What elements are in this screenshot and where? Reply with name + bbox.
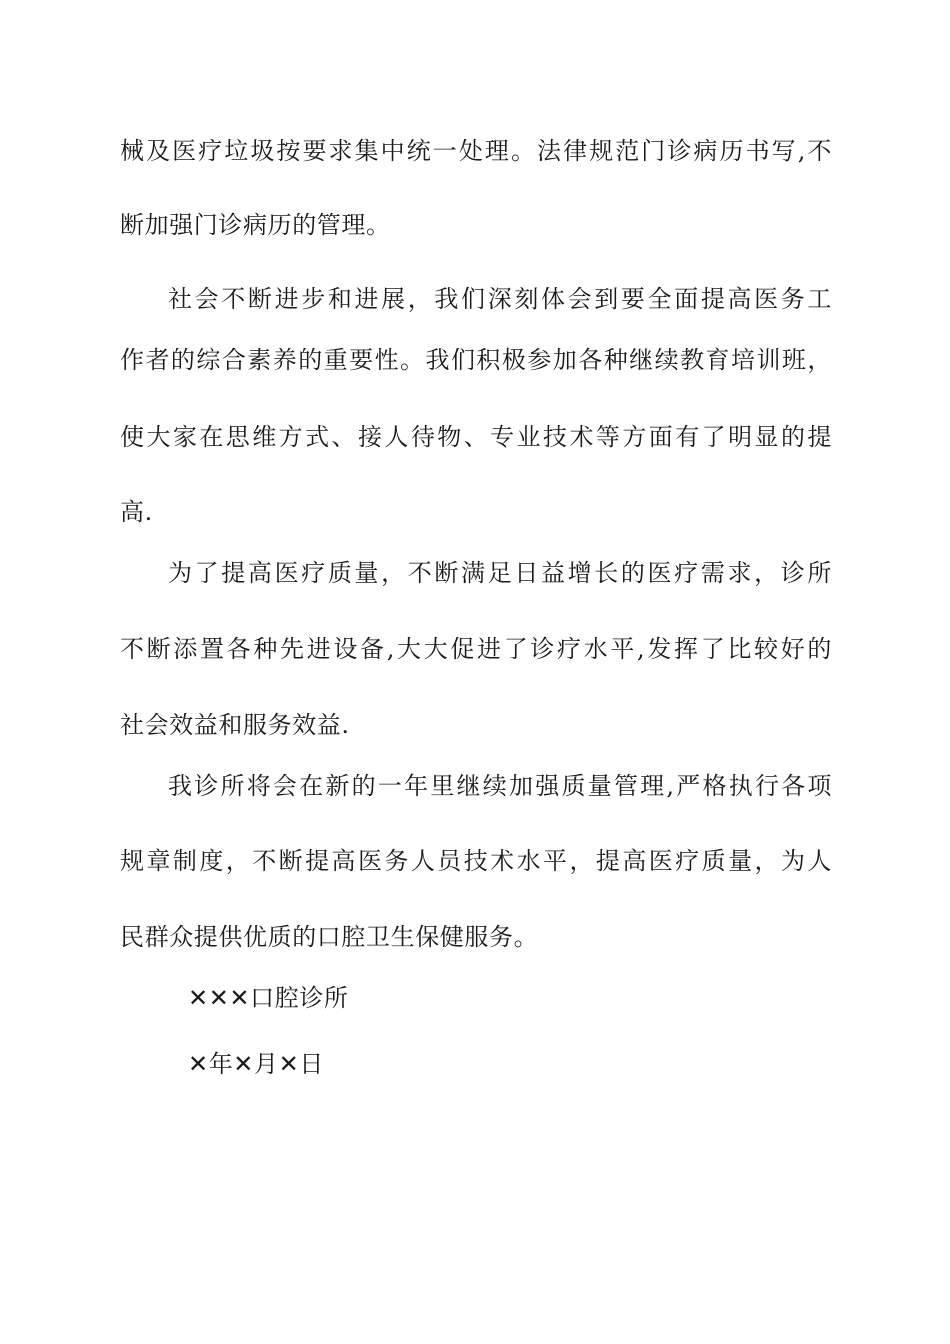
paragraph-4-line-3: 民群众提供优质的口腔卫生保健服务。 bbox=[120, 923, 539, 951]
paragraph-2-line-1: 社会不断进步和进展，我们深刻体会到要全面提高医务工 bbox=[168, 285, 832, 313]
paragraph-2-line-4: 高. bbox=[120, 498, 153, 526]
paragraph-3-line-3: 社会效益和服务效益. bbox=[120, 711, 350, 739]
signature-date: ✕年✕月✕日 bbox=[188, 1050, 324, 1078]
paragraph-1-line-1: 械及医疗垃圾按要求集中统一处理。法律规范门诊病历书写,不 bbox=[120, 137, 832, 165]
paragraph-2-line-3: 使大家在思维方式、接人待物、专业技术等方面有了明显的提 bbox=[120, 423, 832, 451]
paragraph-3-line-1: 为了提高医疗质量，不断满足日益增长的医疗需求，诊所 bbox=[168, 559, 832, 587]
paragraph-4-line-1: 我诊所将会在新的一年里继续加强质量管理,严格执行各项 bbox=[168, 772, 832, 800]
paragraph-1-line-2: 断加强门诊病历的管理。 bbox=[120, 211, 391, 239]
signature-organization: ✕✕✕口腔诊所 bbox=[188, 984, 349, 1012]
paragraph-3-line-2: 不断添置各种先进设备,大大促进了诊疗水平,发挥了比较好的 bbox=[120, 635, 832, 663]
paragraph-2-line-2: 作者的综合素养的重要性。我们积极参加各种继续教育培训班， bbox=[120, 346, 832, 374]
paragraph-4-line-2: 规章制度，不断提高医务人员技术水平，提高医疗质量，为人 bbox=[120, 847, 832, 875]
